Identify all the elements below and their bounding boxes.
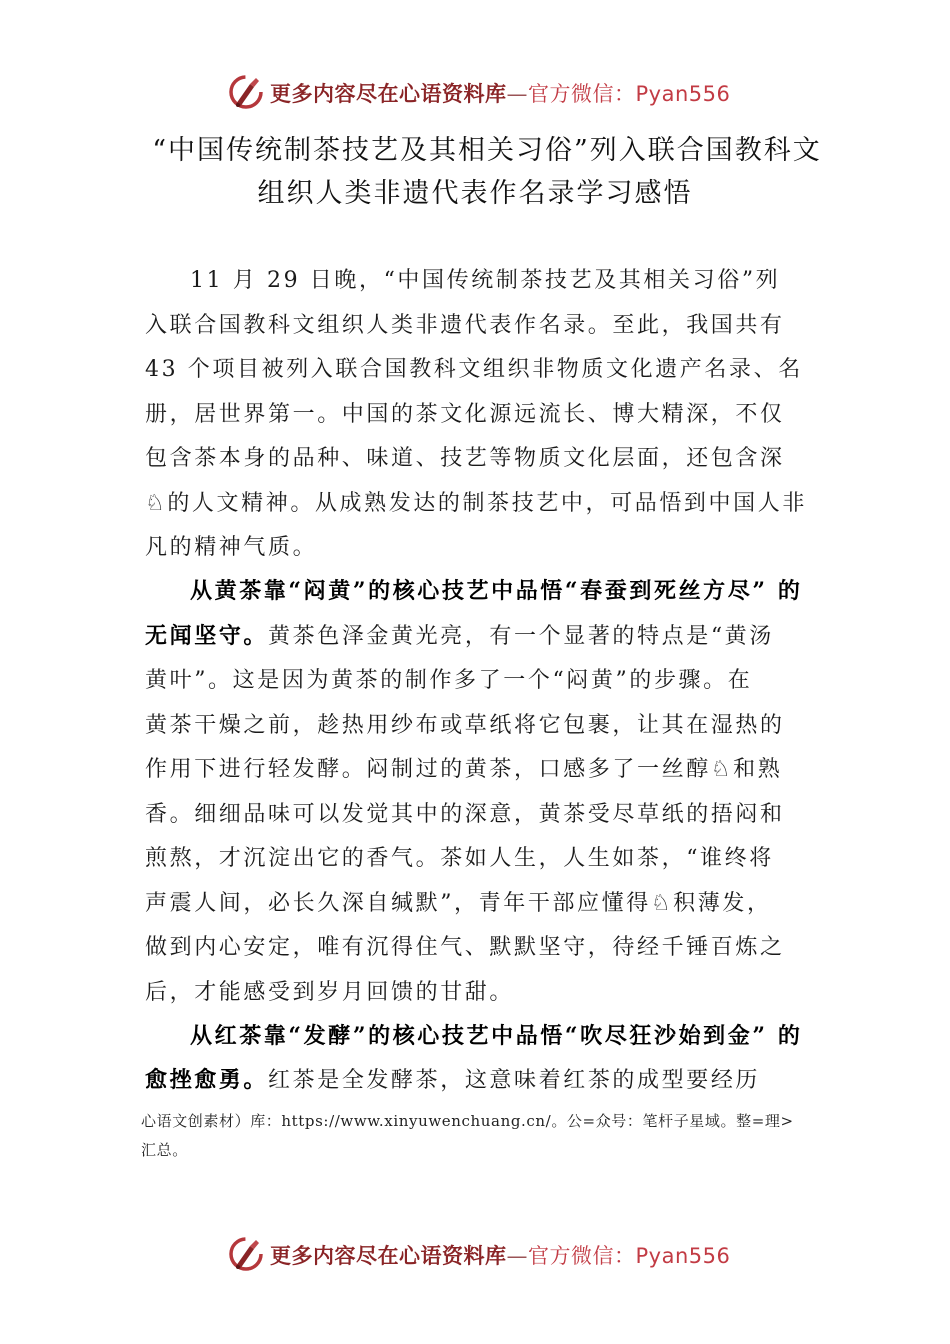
paragraph-2-line: 香。细细品味可以发觉其中的深意，黄茶受尽草纸的捂闷和 bbox=[145, 802, 785, 827]
paragraph-2-line: 作用下进行轻发酵。闷制过的黄茶，口感多了一丝醇♘和熟 bbox=[145, 757, 783, 782]
paragraph-1-line: 凡的精神气质。 bbox=[145, 535, 318, 560]
paragraph-3-line bbox=[145, 1063, 760, 1094]
paragraph-2-text: 黄茶色泽金黄光亮，有一个显著的特点是“黄汤 bbox=[268, 624, 774, 649]
footnote-line-1: 心语文创素材）库：https://www.xinyuwenchuang.cn/。公=众号：笔杆子星域。整=理> bbox=[141, 1112, 794, 1130]
paragraph-2-line: 声震人间，必长久深自缄默”，青年干部应懂得♘积薄发， bbox=[145, 891, 772, 916]
page-title-line-1: “中国传统制茶技艺及其相关习俗”列入联合国教科文 bbox=[152, 135, 822, 166]
banner-text bbox=[270, 1240, 730, 1270]
paragraph-1-line: ♘的人文精神。从成熟发达的制茶技艺中，可品悟到中国人非 bbox=[145, 491, 807, 516]
banner-contact: 官方微信：Pyan556 bbox=[528, 82, 731, 106]
paragraph-3-bold-tail: 愈挫愈勇。 bbox=[145, 1067, 269, 1093]
banner-text bbox=[270, 78, 730, 108]
footnote-line-2: 汇总。 bbox=[141, 1141, 188, 1159]
header-banner bbox=[0, 66, 950, 116]
paragraph-2-line: 后，才能感受到岁月回馈的甘甜。 bbox=[145, 980, 515, 1005]
paragraph-2-heading bbox=[190, 574, 802, 605]
banner-separator: — bbox=[506, 1244, 528, 1268]
footer-banner bbox=[0, 1228, 950, 1278]
paragraph-2-line: 煎熬，才沉淀出它的香气。茶如人生，人生如茶，“谁终将 bbox=[145, 846, 774, 871]
page-title-line-2: 组织人类非遗代表作名录学习感悟 bbox=[257, 178, 693, 209]
paragraph-2-bold-lead: 从黄茶靠“闷黄”的核心技艺中品悟“春蚕到死丝方尽” 的 bbox=[190, 578, 803, 604]
paragraph-1-line: 入联合国教科文组织人类非遗代表作名录。至此，我国共有 bbox=[145, 313, 785, 338]
banner-contact: 官方微信：Pyan556 bbox=[528, 1244, 731, 1268]
paragraph-3-heading bbox=[190, 1019, 802, 1050]
banner-brand: 更多内容尽在心语资料库 bbox=[270, 1244, 507, 1268]
banner-separator: — bbox=[506, 82, 528, 106]
paragraph-2-line: 黄叶”。这是因为黄茶的制作多了一个“闷黄”的步骤。在 bbox=[145, 668, 753, 693]
banner-brand: 更多内容尽在心语资料库 bbox=[270, 82, 507, 106]
paragraph-2-line: 做到内心安定，唯有沉得住气、默默坚守，待经千锤百炼之 bbox=[145, 935, 785, 960]
paragraph-1-line: 11 月 29 日晚，“中国传统制茶技艺及其相关习俗”列 bbox=[190, 268, 781, 293]
paragraph-1-line: 43 个项目被列入联合国教科文组织非物质文化遗产名录、名 bbox=[145, 357, 803, 382]
pen-logo-icon bbox=[226, 72, 266, 112]
paragraph-2-line bbox=[145, 619, 774, 650]
pen-logo-icon bbox=[226, 1234, 266, 1274]
paragraph-3-text: 红茶是全发酵茶，这意味着红茶的成型要经历 bbox=[268, 1068, 761, 1093]
paragraph-2-line: 黄茶干燥之前，趁热用纱布或草纸将它包裹，让其在湿热的 bbox=[145, 713, 785, 738]
paragraph-2-bold-tail: 无闻坚守。 bbox=[145, 623, 269, 649]
paragraph-1-line: 册，居世界第一。中国的茶文化源远流长、博大精深，不仅 bbox=[145, 402, 785, 427]
paragraph-3-bold-lead: 从红茶靠“发酵”的核心技艺中品悟“吹尽狂沙始到金” 的 bbox=[190, 1023, 803, 1049]
paragraph-1-line: 包含茶本身的品种、味道、技艺等物质文化层面，还包含深 bbox=[145, 446, 785, 471]
